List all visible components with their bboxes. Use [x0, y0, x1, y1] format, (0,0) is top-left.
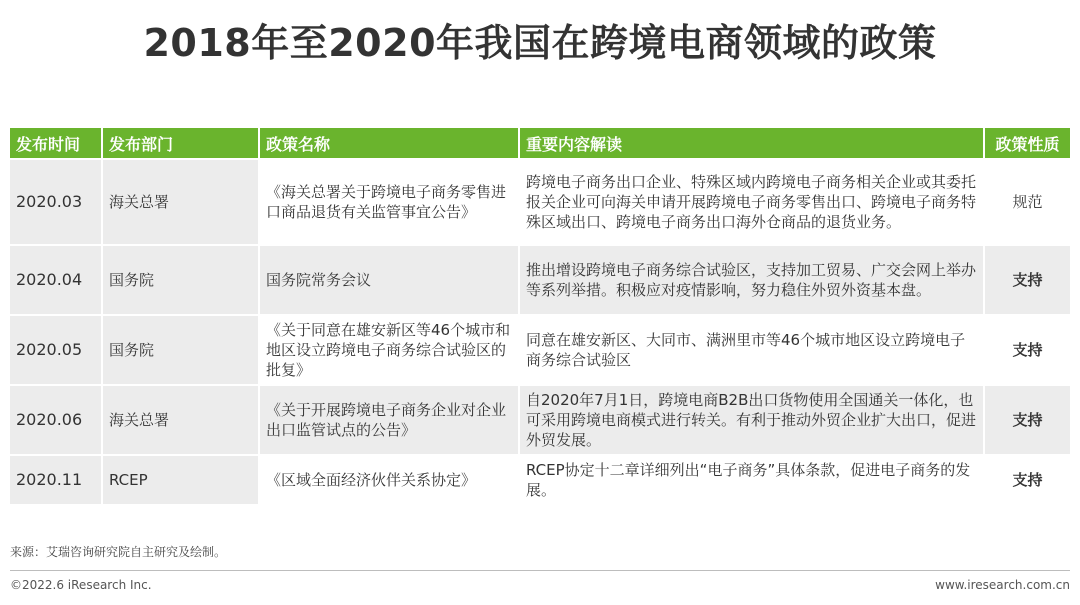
cell-dept: 国务院	[103, 314, 260, 384]
cell-date: 2020.03	[10, 158, 103, 244]
website-link: www.iresearch.com.cn	[935, 578, 1070, 592]
cell-nature: 支持	[985, 454, 1070, 504]
footer-divider	[10, 570, 1070, 571]
table-row	[10, 454, 1070, 504]
cell-content: RCEP协定十二章详细列出“电子商务”具体条款，促进电子商务的发展。	[520, 454, 985, 504]
page-title: 2018年至2020年我国在跨境电商领域的政策	[143, 21, 937, 65]
table-row	[10, 384, 1070, 454]
copyright-text: ©2022.6 iResearch Inc.	[10, 578, 152, 592]
table-row	[10, 158, 1070, 244]
cell-dept: 国务院	[103, 244, 260, 314]
header-date: 发布时间	[10, 128, 103, 158]
cell-nature: 规范	[985, 158, 1070, 244]
cell-date: 2020.11	[10, 454, 103, 504]
cell-policy: 《区域全面经济伙伴关系协定》	[260, 454, 520, 504]
cell-content: 同意在雄安新区、大同市、满洲里市等46个城市地区设立跨境电子商务综合试验区	[520, 314, 985, 384]
policy-table	[10, 128, 1070, 504]
table-header-row	[10, 128, 1070, 158]
cell-policy: 《海关总署关于跨境电子商务零售进口商品退货有关监管事宜公告》	[260, 158, 520, 244]
cell-date: 2020.06	[10, 384, 103, 454]
cell-dept: RCEP	[103, 454, 260, 504]
table-row	[10, 244, 1070, 314]
header-dept: 发布部门	[103, 128, 260, 158]
cell-policy: 国务院常务会议	[260, 244, 520, 314]
cell-dept: 海关总署	[103, 158, 260, 244]
cell-dept: 海关总署	[103, 384, 260, 454]
cell-date: 2020.05	[10, 314, 103, 384]
source-note: 来源：艾瑞咨询研究院自主研究及绘制。	[10, 545, 227, 559]
cell-date: 2020.04	[10, 244, 103, 314]
cell-content: 跨境电子商务出口企业、特殊区域内跨境电子商务相关企业或其委托报关企业可向海关申请开展跨境电子商务零售出口、跨境电子商务特殊区域出口、跨境电子商务出口海外仓商品的退货业务。	[520, 158, 985, 244]
table-row	[10, 314, 1070, 384]
cell-policy: 《关于同意在雄安新区等46个城市和地区设立跨境电子商务综合试验区的批复》	[260, 314, 520, 384]
cell-content: 推出增设跨境电子商务综合试验区，支持加工贸易、广交会网上举办等系列举措。积极应对疫情影响，努力稳住外贸外资基本盘。	[520, 244, 985, 314]
cell-nature: 支持	[985, 314, 1070, 384]
cell-policy: 《关于开展跨境电子商务企业对企业出口监管试点的公告》	[260, 384, 520, 454]
cell-content: 自2020年7月1日，跨境电商B2B出口货物使用全国通关一体化，也可采用跨境电商模式进行转关。有利于推动外贸企业扩大出口，促进外贸发展。	[520, 384, 985, 454]
header-content: 重要内容解读	[520, 128, 985, 158]
cell-nature: 支持	[985, 384, 1070, 454]
cell-nature: 支持	[985, 244, 1070, 314]
header-nature: 政策性质	[985, 128, 1070, 158]
header-policy: 政策名称	[260, 128, 520, 158]
